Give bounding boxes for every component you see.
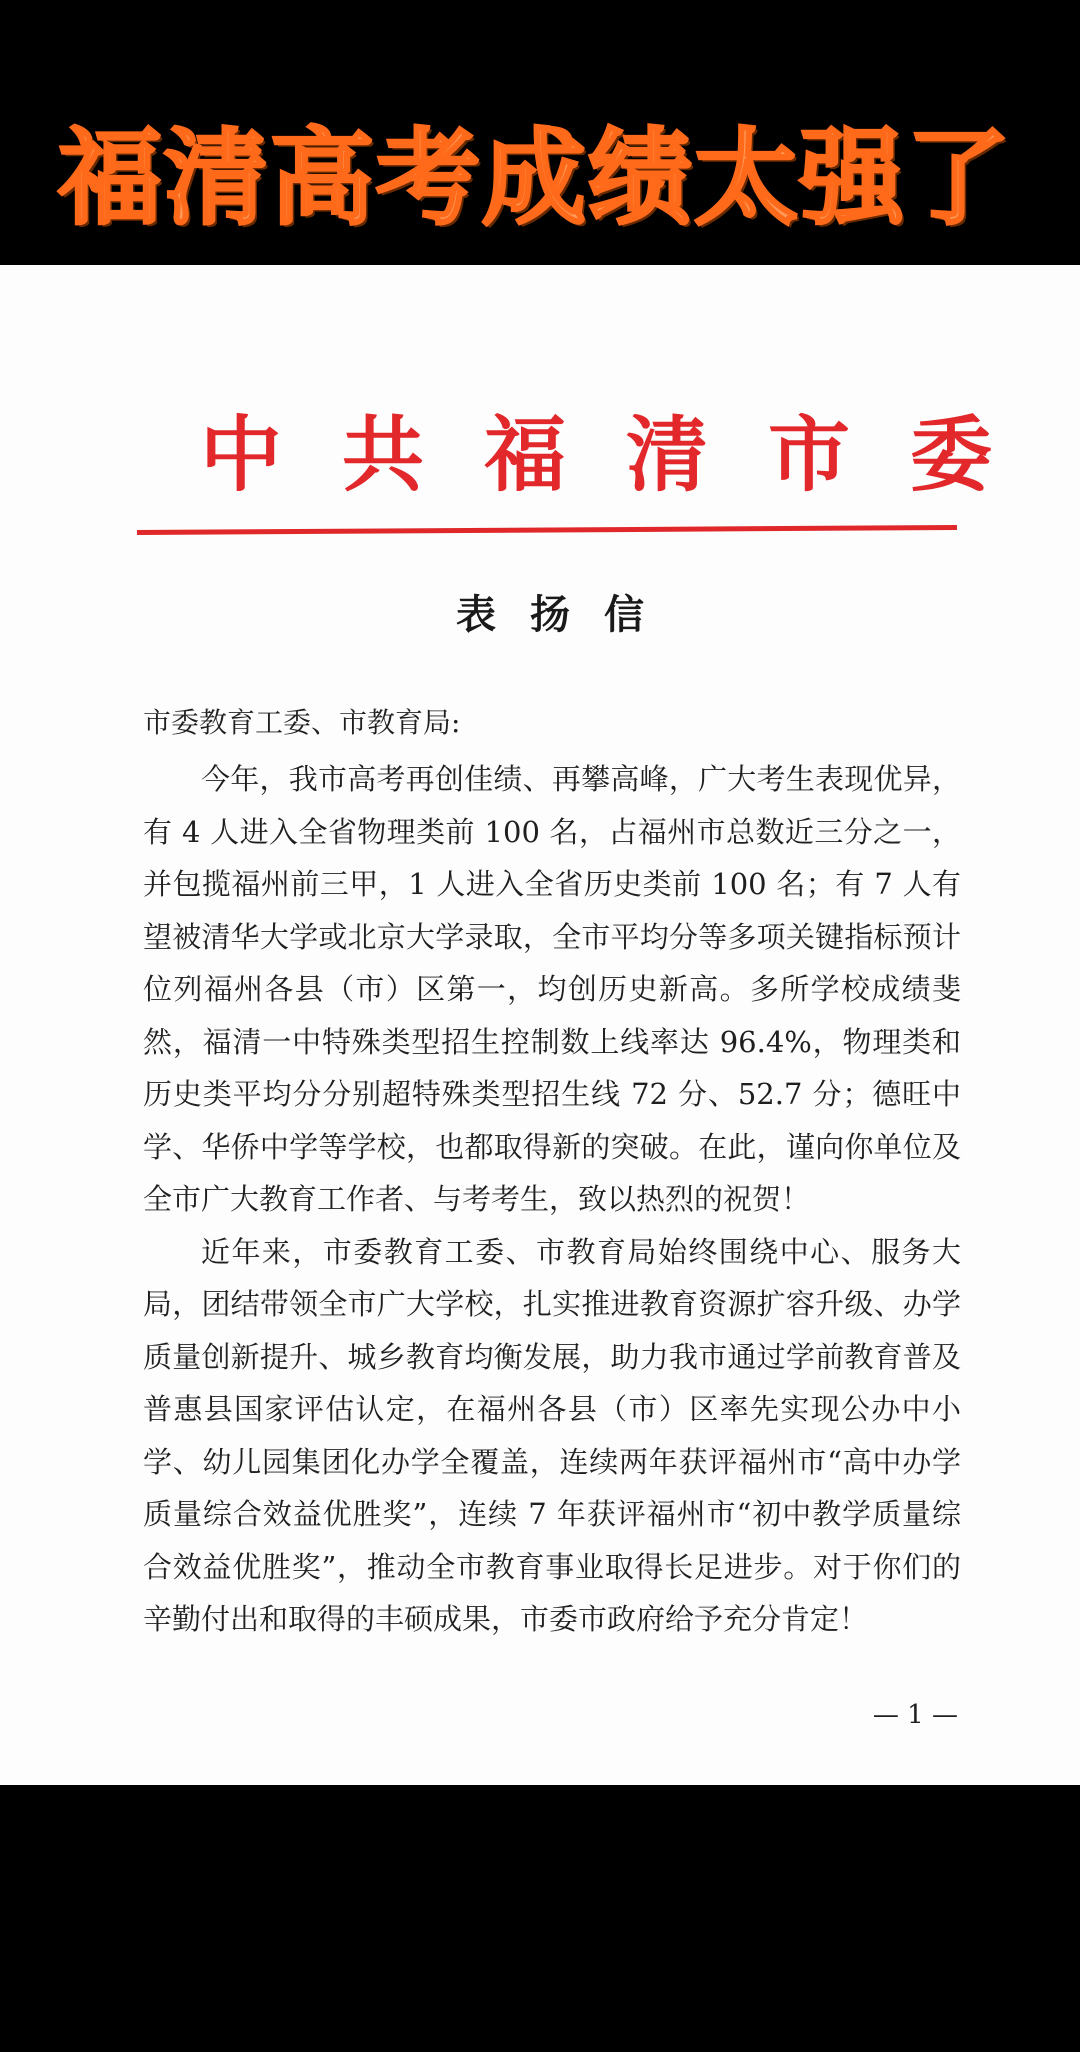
- bottom-band: [0, 1785, 1080, 2052]
- top-banner: [0, 0, 1080, 265]
- document-page: [0, 265, 1080, 1785]
- document-title: 表扬信: [456, 591, 678, 638]
- page-number: — 1 —: [872, 1700, 958, 1730]
- paragraph-1: 今年，我市高考再创佳绩、再攀高峰，广大考生表现优异，有 4 人进入全省物理类前 100 名，占福州市总数近三分之一，并包揽福州前三甲，1 人进入全省历史类前 100 名；有 7 人有望被清华大学或北京大学录取，全市平均分等多项关键指标预计位列福州各县（市）区第一，均创历史新高。多所学校成绩斐然，福清一中特殊类型招生控制数上线率达 96.4%，物理类和历史类平均分分别超特殊类型招生线 72 分、52.7 分；德旺中学、华侨中学等学校，也都取得新的突破。在此，谨向你单位及全市广大教育工作者、与考考生，致以热烈的祝贺！: [143, 762, 961, 1216]
- document-body: [143, 753, 961, 1646]
- paragraph-2: 近年来，市委教育工委、市教育局始终围绕中心、服务大局，团结带领全市广大学校，扎实推进教育资源扩容升级、办学质量创新提升、城乡教育均衡发展，助力我市通过学前教育普及普惠县国家评估认定，在福州各县（市）区率先实现公办中小学、幼儿园集团化办学全覆盖，连续两年获评福州市“高中办学质量综合效益优胜奖”，连续 7 年获评福州市“初中教学质量综合效益优胜奖”，推动全市教育事业取得长足进步。对于你们的辛勤付出和取得的丰硕成果，市委市政府给予充分肯定！: [143, 1234, 961, 1636]
- letterhead-divider: [137, 525, 957, 535]
- salutation: 市委教育工委、市教育局:: [143, 706, 461, 739]
- banner-title: 福清高考成绩太强了: [58, 117, 1013, 239]
- letterhead: 中共福清市委: [200, 407, 1053, 503]
